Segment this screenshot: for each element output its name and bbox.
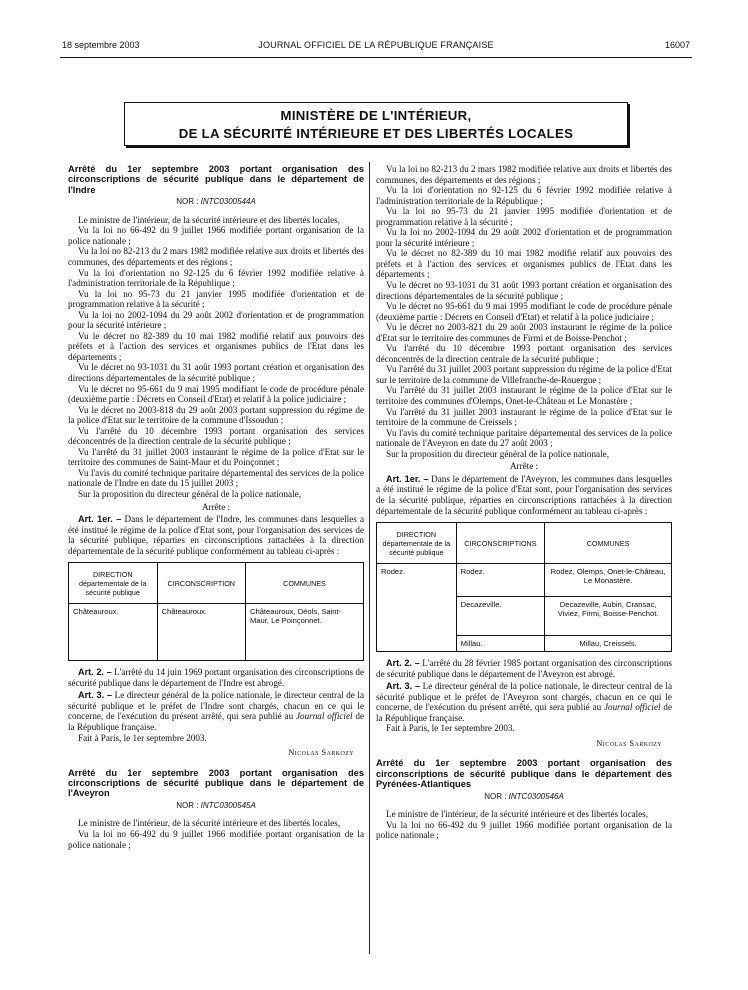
visa-paragraph: Vu le décret no 95-661 du 9 mai 1995 modifiant le code de procédure pénale (deuxième partie : Décrets en Conseil d'Etat) et relatif à la police judiciaire ; [376,301,672,322]
arrete1-visas [68,215,364,500]
visa-paragraph: Vu la loi no 95-73 du 21 janvier 1995 modifiée d'orientation et de programmation relative à la sécurité ; [68,288,364,310]
visa-paragraph: Vu l'arrêté du 31 juillet 2003 portant suppression du régime de la police d'Etat sur le territoire de la commune de Villefranche-de-Rouergue ; [376,364,672,385]
right-column [376,164,672,841]
header-date: 18 septembre 2003 [62,40,140,50]
table-row [377,564,672,597]
visa-paragraph: Vu la loi no 2002-1094 du 29 août 2002 d'orientation et de programmation pour la sécurité intérieure ; [68,309,364,331]
arrete1-art1-text: Dans le département de l'Indre, les communes dans lesquelles a été institué le régime de la police d'Etat sont, pour l'organisation des services de la sécurité publique, réparties en circonscriptions rattachées à la direction départementale de la sécurité publique conformément au tableau ci-après : [68,514,364,556]
header-journal-title: JOURNAL OFFICIEL DE LA RÉPUBLIQUE FRANÇAISE [258,40,494,50]
arrete1-nor [68,197,364,208]
arrete1-title: Arrêté du 1er septembre 2003 portant organisation des circonscriptions de sécurité publique dans le département de l'Indre [68,164,364,195]
table-cell-direction: Rodez. [377,564,457,652]
arrete2-fait: Fait à Paris, le 1er septembre 2003. [386,723,515,734]
arrete2-visas-start [68,818,364,850]
left-column [68,164,364,850]
arrete3-visas [376,809,672,841]
arrete2-nor [68,801,364,812]
arrete1-art3-text: Le directeur général de la police nationale, le directeur central de la sécurité publique et le préfet de l'Indre sont chargés, chacun en ce qui le concerne, de l'exécution du présent arrêté, qui sera publié au [68,690,364,722]
arrete1-art1-label: Art. 1er. – [78,514,122,525]
visa-paragraph: Vu la loi no 66-492 du 9 juillet 1966 modifiée portant organisation de la police nationale ; [68,225,364,246]
arrete1-art3-label: Art. 3. – [78,690,113,701]
arrete1-article-2 [68,667,364,688]
arrete2-art3-jo: Journal officiel [604,702,661,713]
arrete1-article-3 [68,690,364,732]
table-header: CIRCONSCRIPTION [157,563,246,604]
arrete2-article-1 [376,474,672,516]
visa-paragraph: Vu la loi no 66-492 du 9 juillet 1966 modifiée portant organisation de la police nationale ; [376,819,672,841]
arrete2-art3-label: Art. 3. – [386,681,421,692]
arrete3-nor [376,792,672,803]
visa-paragraph: Sur la proposition du directeur général de la police nationale, [386,448,609,459]
arrete1-art2-label: Art. 2. – [78,667,112,678]
arrete2-art2-label: Art. 2. – [386,658,420,669]
arrete2-art2-text: L'arrêté du 28 février 1985 portant organisation des circonscriptions de sécurité publique dans le département de l'Aveyron est abrogé. [376,658,672,679]
visa-paragraph: Vu la loi no 82-213 du 2 mars 1982 modifiée relative aux droits et libertés des communes, des départements et des régions ; [68,246,364,267]
arrete2-nor-label: NOR : [176,800,199,810]
visa-paragraph: Vu la loi no 82-213 du 2 mars 1982 modifiée relative aux droits et libertés des communes, des départements et des régions ; [376,164,672,185]
visa-paragraph: Vu la loi no 2002-1094 du 29 août 2002 d'orientation et de programmation pour la sécurité intérieure ; [376,227,672,248]
visa-paragraph: Vu le décret no 2003-818 du 29 août 2003 portant suppression du régime de la police d'Etat sur le territoire de la commune d'Issoudun ; [68,404,364,426]
visa-paragraph: Vu la loi no 95-73 du 21 janvier 1995 modifiée d'orientation et de programmation relative à la sécurité ; [376,206,672,227]
table-cell: Rodez. [456,564,545,597]
header-rule [60,57,692,58]
visa-paragraph: Le ministre de l'intérieur, de la sécurité intérieure et des libertés locales, [78,818,340,829]
visa-paragraph: Vu la loi d'orientation no 92-125 du 6 février 1992 modifiée relative à l'administration territoriale de la République ; [68,267,364,289]
arrete3-nor-label: NOR : [484,791,507,801]
visa-paragraph: Sur la proposition du directeur général de la police nationale, [78,488,301,499]
table-cell: Decazeville. [456,597,545,636]
column-divider [369,162,370,954]
table-cell: Châteauroux. [157,604,246,661]
arrete1-arrete: Arrête : [201,501,231,512]
arrete1-nor-code: INTC0300544A [200,197,256,207]
arrete1-nor-label: NOR : [176,197,199,207]
visa-paragraph: Vu la loi d'orientation no 92-125 du 6 février 1992 modifiée relative à l'administration territoriale de la République ; [376,185,672,206]
page-header [62,40,690,54]
visa-paragraph: Vu l'arrêté du 10 décembre 1993 portant organisation des services déconcentrés de la direction centrale de la sécurité publique ; [68,425,364,447]
visa-paragraph: Vu le décret no 93-1031 du 31 août 1993 portant création et organisation des directions départementales de la sécurité publique ; [68,362,364,383]
arrete1-signature: Nicolas Sarkozy [288,747,354,758]
table-header: COMMUNES [246,563,364,604]
table-cell: Decazeville, Aubin, Cransac, Viviez, Firmi, Boisse-Penchot. [545,597,672,636]
arrete2-table [376,522,672,652]
visa-paragraph: Vu l'arrêté du 31 juillet 2003 instaurant le régime de la police d'Etat sur le territoire des communes de Saint-Maur et du Poinçonnet ; [68,446,364,468]
visa-paragraph: Vu l'avis du comité technique paritaire départemental des services de la police nationale de l'Indre en date du 15 juillet 2003 ; [68,467,364,489]
arrete2-art1-label: Art. 1er. – [386,473,429,484]
ministry-heading [124,102,628,146]
table-header: DIRECTION départementale de la sécurité publique [69,563,158,604]
arrete1-article-1 [68,514,364,556]
visa-paragraph: Vu l'arrêté du 31 juillet 2003 instaurant le régime de la police d'Etat sur le territoire de la commune de Creissels ; [376,406,672,428]
visa-paragraph: Vu la loi no 66-492 du 9 juillet 1966 modifiée portant organisation de la police nationale ; [68,828,364,850]
visa-paragraph: Le ministre de l'intérieur, de la sécurité intérieure et des libertés locales, [386,809,648,820]
arrete2-signature: Nicolas Sarkozy [596,737,662,748]
arrete1-art3-text-end: de la République française. [68,711,365,732]
table-row [69,604,364,661]
visa-paragraph: Vu le décret no 82-389 du 10 mai 1982 modifié relatif aux pouvoirs des préfets et à l'action des services et organismes publics de l'Etat dans les départements ; [376,248,672,280]
table-cell: Châteauroux, Déols, Saint-Maur, Le Poinçonnet. [246,604,364,661]
visa-paragraph: Vu le décret no 82-389 du 10 mai 1982 modifié relatif aux pouvoirs des préfets et à l'action des services et organismes publics de l'Etat dans les départements ; [68,330,364,362]
table-header: CIRCONSCRIPTIONS [456,523,545,564]
arrete3-title: Arrêté du 1er septembre 2003 portant organisation des circonscriptions de sécurité publique dans le département des Pyrénées-Atlantiques [376,758,672,790]
visa-paragraph: Vu le décret no 93-1031 du 31 août 1993 portant création et organisation des directions départementales de la sécurité publique ; [376,280,672,301]
arrete2-article-2 [376,658,672,679]
arrete2-title: Arrêté du 1er septembre 2003 portant organisation des circonscriptions de sécurité publique dans le département de l'Aveyron [68,767,364,799]
arrete3-nor-code: INTC0300546A [508,791,564,801]
table-header: DIRECTION départementale de la sécurité publique [377,523,457,564]
visa-paragraph: Vu l'arrêté du 31 juillet 2003 instaurant le régime de la police d'Etat sur le territoire des communes d'Olemps, Onet-le-Château et Le Monastère ; [376,385,672,407]
arrete1-fait: Fait à Paris, le 1er septembre 2003. [78,732,207,743]
header-page-number: 16007 [664,40,690,50]
arrete2-visas-continued [376,164,672,459]
table-cell: Millau. [456,636,545,652]
arrete2-arrete: Arrête : [509,461,539,472]
visa-paragraph: Vu l'avis du comité technique paritaire départemental des services de la police nationale de l'Aveyron en date du 27 août 2003 ; [376,427,672,449]
arrete1-table [68,562,364,661]
arrete2-art3-text-end: de la République française. [376,702,673,723]
visa-paragraph: Vu l'arrêté du 10 décembre 1993 portant organisation des services déconcentrés de la direction centrale de la sécurité publique ; [376,343,672,364]
table-cell: Rodez, Olemps, Onet-le-Château, Le Monastère. [545,564,672,597]
arrete2-nor-code: INTC0300545A [200,800,256,810]
ministry-line-1: MINISTÈRE DE L'INTÉRIEUR, [280,108,472,123]
visa-paragraph: Le ministre de l'intérieur, de la sécurité intérieure et des libertés locales, [78,214,340,225]
arrete2-art1-text: Dans le département de l'Aveyron, les communes dans lesquelles a été institué le régime de la police d'Etat sont, pour l'organisation des services de la sécurité publique, réparties en circonscriptions rattachées à la direction départementale de la sécurité publique conformément au tableau ci-après : [376,473,673,516]
visa-paragraph: Vu le décret no 95-661 du 9 mai 1995 modifiant le code de procédure pénale (deuxième partie : Décrets en Conseil d'Etat) et relatif à la police judiciaire ; [68,383,364,405]
arrete2-art3-text: Le directeur général de la police nationale, le directeur central de la sécurité publique et le préfet de l'Aveyron sont chargés, chacun en ce qui le concerne, de l'exécution du présent arrêté, qui sera publié au [376,681,672,713]
visa-paragraph: Vu le décret no 2003-821 du 29 août 2003 instaurant le régime de la police d'Etat sur le territoire des communes de Firmi et de Boisse-Penchot ; [376,322,672,343]
arrete1-art3-jo: Journal officiel [296,711,353,722]
arrete1-art2-text: L'arrêté du 14 juin 1969 portant organisation des circonscriptions de sécurité publique dans le département de l'Indre est abrogé. [68,667,364,688]
arrete2-article-3 [376,681,672,723]
table-header: COMMUNES [545,523,672,564]
table-cell: Millau, Creissels. [545,636,672,652]
table-cell: Châteauroux. [69,604,158,661]
ministry-line-2: DE LA SÉCURITÉ INTÉRIEURE ET DES LIBERTÉS LOCALES [178,126,574,141]
